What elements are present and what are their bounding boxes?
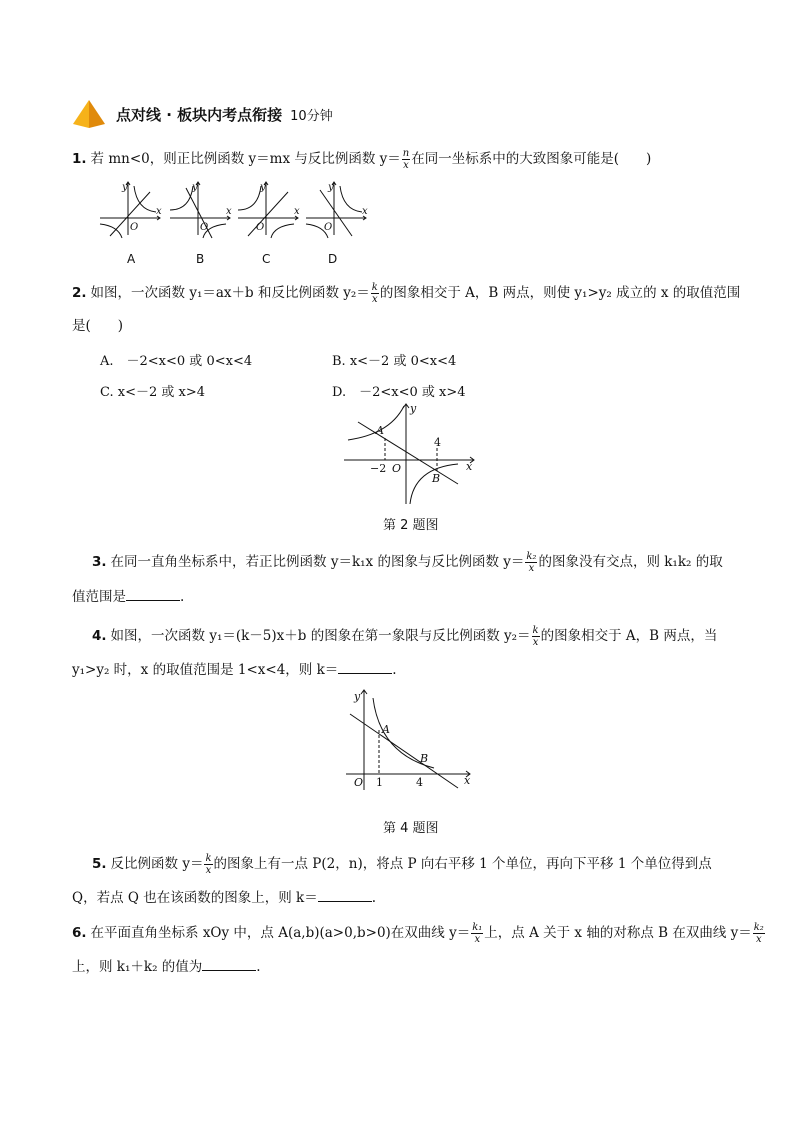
question-3-cont: 值范围是 . bbox=[72, 586, 184, 607]
question-number: 4. bbox=[92, 628, 107, 644]
svg-text:x: x bbox=[156, 206, 162, 217]
svg-text:O: O bbox=[200, 222, 209, 233]
question-text: 的图象上有一点 P(2，n)，将点 P 向右平移 1 个单位，再向下平移 1 个单位得到点 bbox=[213, 856, 712, 872]
answer-blank[interactable] bbox=[202, 956, 256, 971]
question-number: 3. bbox=[92, 554, 107, 570]
svg-text:y: y bbox=[328, 182, 334, 193]
svg-text:O: O bbox=[324, 222, 333, 233]
q4-figure bbox=[340, 686, 476, 794]
choice-c: C. x<－2 或 x>4 bbox=[100, 385, 206, 400]
fraction: $\frac{\text{k₁}}{x}$ bbox=[472, 922, 483, 945]
svg-text:1: 1 bbox=[376, 776, 383, 789]
question-text: 反比例函数 y＝ bbox=[110, 856, 204, 872]
svg-text:y: y bbox=[122, 182, 128, 193]
fraction: $\frac{k}{x}$ bbox=[532, 625, 539, 648]
fraction: $\frac{k}{x}$ bbox=[205, 853, 212, 876]
section-header bbox=[72, 96, 333, 132]
choice-d: D. －2<x<0 或 x>4 bbox=[332, 385, 466, 400]
question-text: 的图象相交于 A，B 两点，则使 y₁>y₂ 成立的 x 的取值范围 bbox=[379, 285, 741, 301]
svg-text:x: x bbox=[464, 774, 471, 787]
question-6-cont: 上，则 k₁＋k₂ 的值为 . bbox=[72, 956, 261, 977]
fraction: $\frac{\text{k₂}}{x}$ bbox=[753, 922, 764, 945]
question-2 bbox=[72, 282, 740, 305]
question-number: 6. bbox=[72, 925, 87, 941]
question-text: 如图，一次函数 y₁＝(k－5)x＋b 的图象在第一象限与反比例函数 y₂＝ bbox=[110, 628, 531, 644]
svg-text:O: O bbox=[392, 462, 402, 475]
svg-text:O: O bbox=[130, 222, 139, 233]
section-title: 点对线 · 板块内考点衔接 bbox=[116, 105, 283, 124]
q2-figure bbox=[340, 398, 480, 510]
question-4-cont: y₁>y₂ 时，x 的取值范围是 1<x<4，则 k＝ . bbox=[72, 659, 397, 680]
svg-text:y: y bbox=[192, 182, 198, 193]
question-text: 若 mn<0，则正比例函数 y＝mx 与反比例函数 y＝ bbox=[90, 151, 401, 167]
question-text: 在同一坐标系中的大致图象可能是( ) bbox=[411, 151, 652, 167]
question-text: 如图，一次函数 y₁＝ax＋b 和反比例函数 y₂＝ bbox=[90, 285, 370, 301]
fraction: $\frac{n}{x}$ bbox=[402, 148, 410, 171]
question-number: 5. bbox=[92, 856, 107, 872]
svg-text:x: x bbox=[362, 206, 368, 217]
svg-text:4: 4 bbox=[434, 436, 441, 449]
option-label-c: C bbox=[262, 252, 271, 266]
q1-option-graphs bbox=[96, 180, 376, 240]
choice-a: A. －2<x<0 或 0<x<4 bbox=[100, 354, 253, 369]
section-time: 10分钟 bbox=[290, 108, 333, 124]
pyramid-icon bbox=[72, 99, 106, 129]
question-number: 1. bbox=[72, 151, 87, 167]
graph-c bbox=[238, 182, 298, 238]
question-5 bbox=[92, 853, 712, 876]
svg-text:B: B bbox=[432, 472, 441, 485]
figure-caption: 第 2 题图 bbox=[383, 518, 439, 533]
question-1 bbox=[72, 148, 651, 171]
question-6 bbox=[72, 922, 766, 945]
question-text: 在平面直角坐标系 xOy 中，点 A(a,b)(a>0,b>0)在双曲线 y＝ bbox=[90, 925, 471, 941]
fraction: $\frac{\text{k₂}}{x}$ bbox=[526, 551, 537, 574]
question-number: 2. bbox=[72, 285, 87, 301]
fraction: $\frac{k}{x}$ bbox=[371, 282, 378, 305]
option-label-d: D bbox=[328, 252, 338, 266]
question-5-cont: Q，若点 Q 也在该函数的图象上，则 k＝ . bbox=[72, 887, 376, 908]
svg-text:x: x bbox=[226, 206, 232, 217]
svg-text:4: 4 bbox=[416, 776, 423, 789]
option-label-b: B bbox=[196, 252, 205, 266]
graph-d bbox=[306, 182, 366, 238]
question-text: 的图象相交于 A，B 两点，当 bbox=[540, 628, 718, 644]
svg-text:−2: −2 bbox=[370, 462, 387, 475]
question-text: 在同一直角坐标系中，若正比例函数 y＝k₁x 的图象与反比例函数 y＝ bbox=[110, 554, 525, 570]
svg-text:A: A bbox=[376, 424, 384, 437]
svg-text:A: A bbox=[382, 723, 390, 736]
question-3 bbox=[92, 551, 723, 574]
question-text: 的图象没有交点，则 k₁k₂ 的取 bbox=[538, 554, 723, 570]
answer-blank[interactable] bbox=[126, 586, 180, 601]
svg-text:y: y bbox=[260, 182, 266, 193]
svg-text:O: O bbox=[256, 222, 265, 233]
svg-text:y: y bbox=[410, 402, 417, 415]
figure-caption: 第 4 题图 bbox=[383, 821, 439, 836]
answer-blank[interactable] bbox=[338, 659, 392, 674]
svg-text:x: x bbox=[294, 206, 300, 217]
svg-text:x: x bbox=[466, 460, 473, 473]
option-label-a: A bbox=[127, 252, 136, 266]
svg-text:B: B bbox=[420, 752, 429, 765]
question-4 bbox=[92, 625, 717, 648]
question-text: 上，点 A 关于 x 轴的对称点 B 在双曲线 y＝ bbox=[484, 925, 752, 941]
question-2-cont: 是( ) bbox=[72, 318, 124, 334]
choice-b: B. x<－2 或 0<x<4 bbox=[332, 354, 457, 369]
answer-blank[interactable] bbox=[318, 887, 372, 902]
svg-text:O: O bbox=[354, 776, 364, 789]
svg-text:y: y bbox=[354, 690, 361, 703]
